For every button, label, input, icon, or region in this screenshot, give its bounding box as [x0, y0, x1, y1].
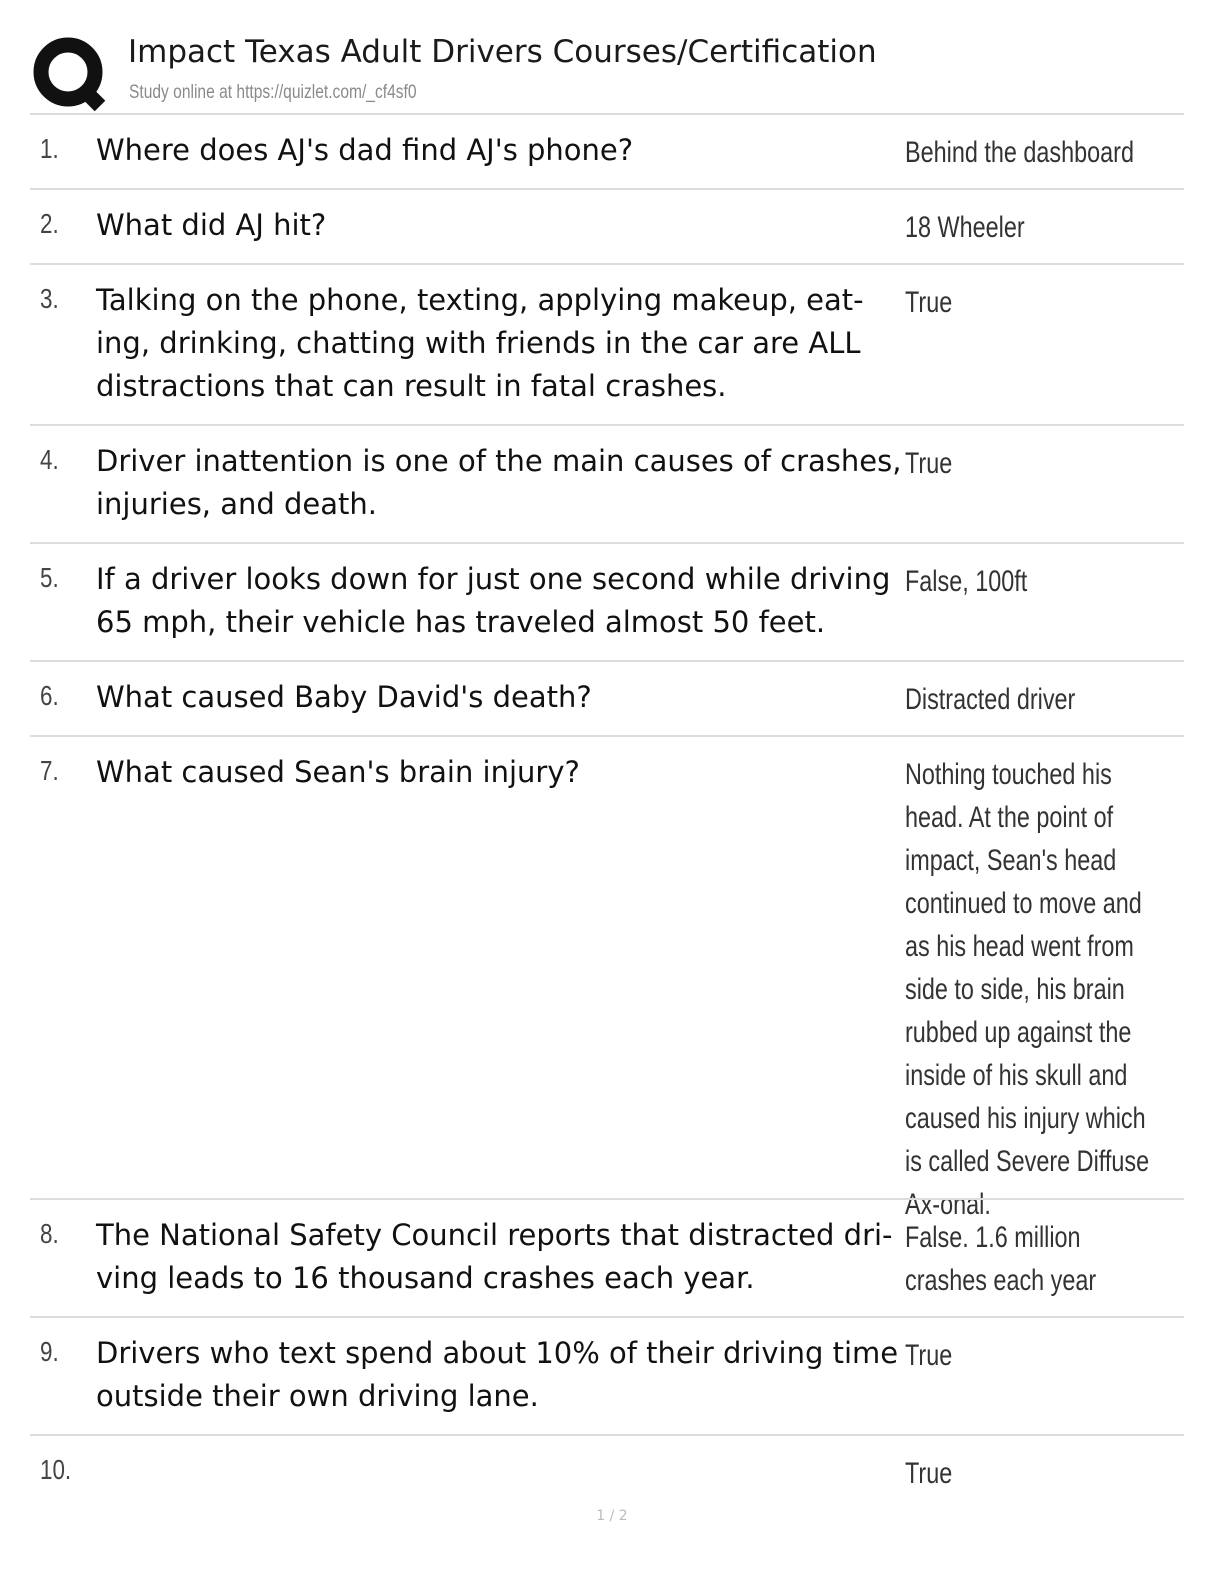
- card-term: Where does AJ's dad find AJ's phone?: [96, 133, 634, 167]
- flashcard-row: [30, 1198, 1184, 1316]
- card-definition: Behind the dashboard: [905, 136, 1134, 169]
- flashcard-row: [30, 113, 1184, 188]
- set-title: Impact Texas Adult Drivers Courses/Certification: [128, 34, 877, 70]
- card-term: If a driver looks down for just one second while driving 65 mph, their vehicle has traveled almost 50 feet.: [96, 562, 891, 639]
- card-definition: True: [905, 447, 953, 480]
- card-number: 1.: [40, 133, 59, 164]
- card-definition: False. 1.6 million crashes each year: [905, 1221, 1097, 1297]
- card-number: 6.: [40, 680, 59, 711]
- flashcard-row: [30, 735, 1184, 1221]
- card-number: 3.: [40, 283, 59, 314]
- card-term: Driver inattention is one of the main causes of crashes, injuries, and death.: [96, 444, 902, 521]
- card-definition: True: [905, 1339, 953, 1372]
- card-definition: True: [905, 286, 953, 319]
- card-definition: False, 100ft: [905, 565, 1028, 598]
- card-term: What did AJ hit?: [96, 208, 327, 242]
- card-number: 2.: [40, 208, 59, 239]
- card-definition: True: [905, 1457, 953, 1490]
- card-term: What caused Sean's brain injury?: [96, 755, 580, 789]
- document-header: [30, 28, 1190, 112]
- flashcard-row: [30, 424, 1184, 542]
- flashcard-row: [30, 542, 1184, 660]
- card-number: 4.: [40, 444, 59, 475]
- flashcard-row: [30, 1316, 1184, 1434]
- card-number: 8.: [40, 1218, 59, 1249]
- flashcard-row: [30, 1434, 1184, 1509]
- card-number: 5.: [40, 562, 59, 593]
- flashcard-row: [30, 263, 1184, 424]
- card-term: Talking on the phone, texting, applying makeup, eat-ing, drinking, chatting with friends in the car are ALL distractions that can result in fatal crashes.: [96, 283, 864, 403]
- card-definition: Distracted driver: [905, 683, 1076, 716]
- study-online-link[interactable]: Study online at https://quizlet.com/_cf4sf0: [129, 82, 417, 103]
- quizlet-logo-icon: [30, 32, 110, 112]
- card-term: What caused Baby David's death?: [96, 680, 592, 714]
- card-definition: 18 Wheeler: [905, 211, 1025, 244]
- card-definition: Nothing touched his head. At the point of impact, Sean's head continued to move and as his head went from side to side, his brain rubbed up against the inside of his skull and caused his injury which is called Severe Diffuse Ax-onal.: [905, 758, 1150, 1221]
- flashcard-row: [30, 660, 1184, 735]
- card-number: 9.: [40, 1336, 59, 1367]
- card-number: 7.: [40, 755, 59, 786]
- card-number: 10.: [40, 1454, 72, 1485]
- card-term: Drivers who text spend about 10% of their driving time outside their own driving lane.: [96, 1336, 899, 1413]
- flashcard-row: [30, 188, 1184, 263]
- flashcard-list: [30, 113, 1184, 1509]
- page-number: 1 / 2: [596, 1508, 628, 1524]
- card-term: The National Safety Council reports that distracted dri-ving leads to 16 thousand crashes each year.: [96, 1218, 893, 1295]
